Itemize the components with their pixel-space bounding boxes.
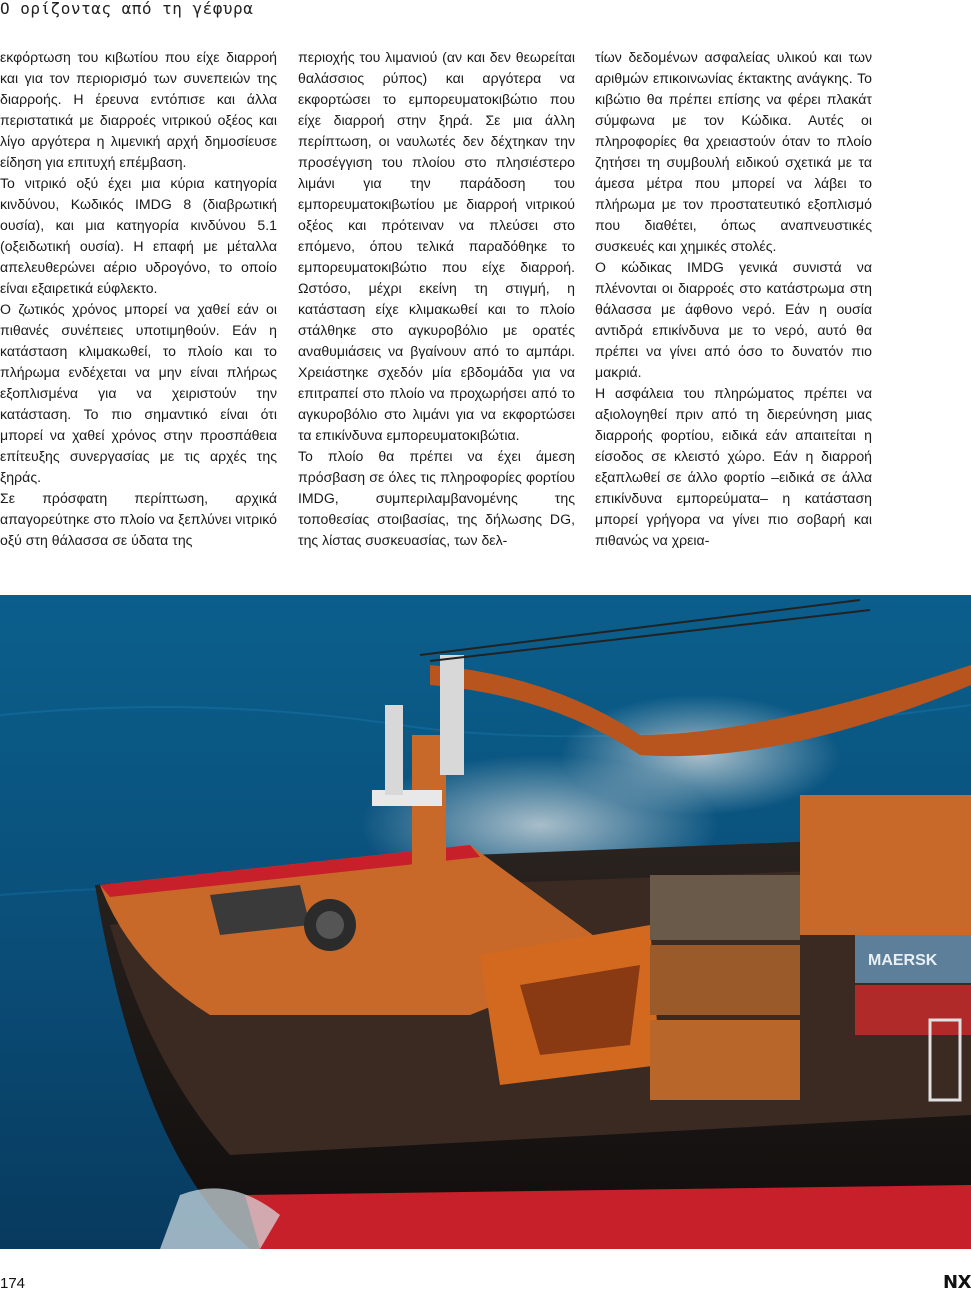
- hull-red-band: [245, 1185, 971, 1249]
- text-column-3: [595, 47, 872, 551]
- paragraph: Σε πρόσφατη περίπτωση, αρχικά απαγορεύτηκε στο πλοίο να ξεπλύνει νιτρικό οξύ στη θάλασσα σε ύδατα της: [0, 490, 277, 548]
- paragraph: Ο κώδικας IMDG γενικά συνιστά να πλένονται οι διαρροές στο κατάστρωμα στη θάλασσα με άφθονο νερό. Εάν η ουσία αντιδρά επικίνδυνα με το νερό, αυτό θα πρέπει να γίνει από όσο το δυνατόν πιο μακριά.: [595, 259, 872, 380]
- running-header: Ο ορίζοντας από τη γέφυρα: [0, 0, 254, 18]
- paragraph: εκφόρτωση του κιβωτίου που είχε διαρροή και για τον περιορισμό των συνεπειών της διαρροής. Η έρευνα εντόπισε και άλλα περιστατικά με διαρροές νιτρικού οξέος και λίγο αργότερα η λιμενική αρχή δημοσίευσε είδηση για επιτυχή επέμβαση.: [0, 49, 277, 170]
- paragraph: περιοχής του λιμανιού (αν και δεν θεωρείται θαλάσσιος ρύπος) και αργότερα να εκφορτώσει το εμπορευματοκιβώτιο που είχε διαρροή στην ξηρά. Σε μια άλλη περίπτωση, οι ναυλωτές δεν δέχτηκαν την προσέγγιση του πλοίου στο πλησιέστερο λιμάνι για την παράδοση του εμπορευματοκιβωτίου με διαρροή νιτρικού οξέος και πρότειναν να πλεύσει στο επόμενο, όπου τελικά παραδόθηκε το εμπορευματοκιβώτιο που είχε διαρροή. Ωστόσο, μέχρι εκείνη τη στιγμή, η κατάσταση είχε κλιμακωθεί και το πλοίο στάλθηκε στο αγκυροβόλιο με ορατές αναθυμιάσεις να βγαίνουν από το αμπάρι. Χρειάστηκε σχεδόν μία εβδομάδα για να επιτραπεί στο πλοίο να προχωρήσει από το αγκυροβόλιο στο λιμάνι για να εκφορτώσει τα επικίνδυνα εμπορευματοκιβώτια.: [298, 49, 575, 443]
- publication-logo: NX: [943, 1272, 971, 1293]
- text-column-2: [298, 47, 575, 551]
- paragraph: Το πλοίο θα πρέπει να έχει άμεση πρόσβαση σε όλες τις πληροφορίες φορτίου IMDG, συμπεριλαμβανομένης της τοποθεσίας στοιβασίας, της δήλωσης DG, της λίστας συσκευασίας, των δελ-: [298, 448, 575, 548]
- paragraph: Ο ζωτικός χρόνος μπορεί να χαθεί εάν οι πιθανές συνέπειες υποτιμηθούν. Εάν η κατάσταση κλιμακωθεί, το πλοίο και το πλήρωμα ενδέχεται να μην είναι πλήρως εξοπλισμένα για να χειριστούν την κατάσταση. Το πιο σημαντικό είναι ότι μπορεί να χαθεί χρόνος στην προσπάθεια επίτευξης συνεργασίας με τις αρχές της ξηράς.: [0, 301, 277, 485]
- ship-mast: [412, 735, 446, 1015]
- paragraph: τίων δεδομένων ασφαλείας υλικού και των αριθμών επικοινωνίας έκτακτης ανάγκης. Το κιβώτιο θα πρέπει επίσης να φέρει πλακάτ σύμφωνα με τον Κώδικα. Αυτές οι πληροφορίες θα χρειαστούν όταν το πλοίο ζητήσει τη συμβουλή ειδικού σχετικά με τα άμεσα μέτρα που μπορεί να λάβει το πλήρωμα με τον προστατευτικό εξοπλισμό που διαθέτει, όπως αναπνευστικές συσκευές και χημικές στολές.: [595, 49, 872, 254]
- paragraph: Το νιτρικό οξύ έχει μια κύρια κατηγορία κινδύνου, Κωδικός IMDG 8 (διαβρωτική ουσία), και μια κατηγορία κινδύνου 5.1 (οξειδωτική ουσία). Η επαφή με μέταλλα απελευθερώνει αέριο υδρογόνο, το οποίο είναι εξαιρετικά εύφλεκτο.: [0, 175, 277, 296]
- container-brand: MAERSK: [868, 952, 938, 969]
- paragraph: Η ασφάλεια του πληρώματος πρέπει να αξιολογηθεί πριν από τη διερεύνηση μιας διαρροής φορτίου, ειδικά εάν απαιτείται η είσοδος σε κλειστό χώρο. Εάν η διαρροή εξαπλωθεί σε άλλο φορτίο –ειδικά σε άλλα επικίνδυνα εμπορεύματα– η κατάσταση μπορεί γρήγορα να γίνει πιο σοβαρή και πιθανώς να χρεια-: [595, 385, 872, 548]
- container-stack: [650, 875, 800, 940]
- page-number: 174: [0, 1275, 26, 1292]
- ship-fire-photo: [0, 595, 971, 1249]
- ship-illustration: [0, 595, 971, 1249]
- text-column-1: [0, 47, 277, 551]
